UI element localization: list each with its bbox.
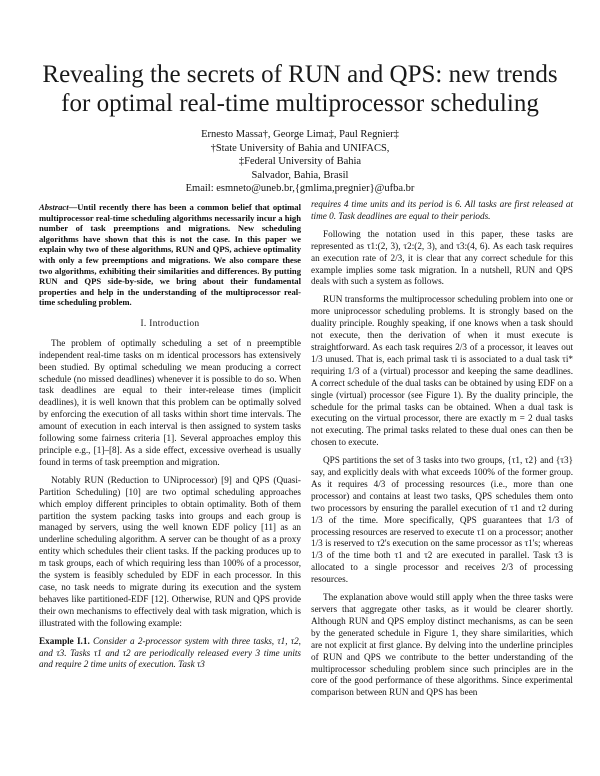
- paragraph: Following the notation used in this paper, these tasks are represented as τ1:(2, 3), τ2:(2, 3), and τ3:(4, 6). As each task requires an execution rate of 2/3, it is clear that any correct schedule for this example implies some task migration. In a nutshell, RUN and QPS deals with such a system as follows.: [311, 228, 573, 287]
- paragraph: The explanation above would still apply when the three tasks were servers that aggregate other tasks, as it would be clearer shortly. Although RUN and QPS employ distinct mechanisms, as can be seen by the generated schedule in Figure 1, they share similarities, which are not explicit at first glance. By delving into the underline principles of RUN and QPS we contribute to the better understanding of the multiprocessor scheduling problem since such principles are in the core of the good performance of these algorithms. Since experimental comparison between RUN and QPS has been: [311, 592, 573, 698]
- paragraph: Notably RUN (Reduction to UNiprocessor) [9] and QPS (Quasi-Partition Scheduling) [10] are two optimal scheduling approaches which employ different principles to obtain optimality. Both of them partition the system packing tasks into groups and each group is managed by servers, using the well known EDF policy [11] as an underline scheduling algorithm. A server can be thought of as a proxy entity which schedules their client tasks. If the packing produces up to m task groups, each of which requiring less than 100% of a processor, the system is feasibly scheduled by EDF in each processor. In this case, no task needs to migrate during its execution and the system behaves like partitioned-EDF [12]. Otherwise, RUN and QPS provide their own mechanisms to effectively deal with task migration, which is illustrated with the following example:: [39, 474, 301, 628]
- example-paragraph: [39, 636, 301, 672]
- abstract-text: —Until recently there has been a common belief that optimal multiprocessor real-time scheduling algorithms necessarily incur a high number of task preemptions and migrations. New scheduling algorithms have shown that this is not the case. In this paper we explain why two of these algorithms, RUN and QPS, achieve optimality with only a few preemptions and migrations. We also compare these two algorithms, exhibiting their similarities and differences. By putting RUN and QPS side-by-side, we bring about their fundamental properties and help in the understanding of the multiprocessor real-time scheduling problem.: [39, 202, 301, 308]
- affiliation-1: †State University of Bahia and UNIFACS,: [210, 142, 390, 154]
- section-heading: I. Introduction: [140, 317, 200, 328]
- example-continuation: requires 4 time units and its period is 6. All tasks are first released at time 0. Task deadlines are equal to their periods.: [311, 199, 573, 221]
- abstract-label: Abstract: [39, 202, 69, 212]
- title-line-1: Revealing the secrets of RUN and QPS: new trends: [42, 61, 558, 88]
- title-line-2: for optimal real-time multiprocessor scheduling: [61, 90, 539, 117]
- example-text: Consider a 2-processor system with three tasks, τ1, τ2, and τ3. Tasks τ1 and τ2 are periodically released every 3 time units and require 2 time units of execution. Task τ3: [39, 635, 301, 670]
- author-names: Ernesto Massa†, George Lima‡, Paul Regnier‡: [201, 129, 399, 140]
- author-location: Salvador, Bahia, Brasil: [251, 169, 349, 181]
- left-column: [39, 202, 301, 677]
- paragraph: QPS partitions the set of 3 tasks into two groups, {τ1, τ2} and {τ3} say, and explicitly deals with what exceeds 100% of the former group. As it requires 4/3 of processing resources (i.e., more than one processor) and contains at least two tasks, QPS schedules them onto two processors by ensuring the parallel execution of τ1 and τ2 during 1/3 of the time. More specifically, QPS guarantees that 1/3 of processing resources are reserved to execute τ1 on a processor; another 1/3 is reserved to τ2's execution on the same processor as τ1's; whereas 1/3 of the time both τ1 and τ2 are executed in parallel. Task τ3 is allocated to a single processor and receives 2/3 of processing resources.: [311, 455, 573, 585]
- paragraph: The problem of optimally scheduling a set of n preemptible independent real-time tasks on m identical processors has extensively been studied. By optimal scheduling we mean producing a correct schedule (no missed deadlines) whenever it is possible to do so. When task deadlines are equal to their inter-release times (implicit deadlines), it is well known that this problem can be optimally solved by enforcing the execution of all tasks within short time intervals. The amount of execution in each interval is then assigned to system tasks following some fairness criteria [1]. Several approaches employ this principle e.g., [1]–[8]. As a side effect, excessive overhead is usually found in terms of task preemption and migration.: [39, 337, 301, 467]
- paragraph: RUN transforms the multiprocessor scheduling problem into one or more uniprocessor scheduling problems. It is strongly based on the duality principle. Roughly speaking, if one knows when a task should not execute, then the derivation of when it must execute is straightforward. As each task requires 2/3 of a processor, it leaves out 1/3 unused. That is, each primal task τi is associated to a dual task τi* requiring 1/3 of a (virtual) processor and keeping the same deadlines. A correct schedule of the dual tasks can be obtained by using EDF on a single (virtual) processor (see Figure 1). By the duality principle, the schedule for the primal tasks can be obtained. When a dual task is executing on the virtual processor, there are exactly m = 2 dual tasks not executing. The primal tasks related to these dual ones can then be chosen to execute.: [311, 294, 573, 448]
- paper-title: [30, 60, 570, 118]
- author-email: Email: esmneto@uneb.br,{gmlima,pregnier}@ufba.br: [185, 183, 415, 194]
- right-column: [311, 199, 573, 705]
- abstract: [39, 202, 301, 308]
- example-label: Example I.1.: [39, 635, 90, 646]
- author-block: [60, 128, 540, 196]
- affiliation-2: ‡Federal University of Bahia: [238, 156, 362, 167]
